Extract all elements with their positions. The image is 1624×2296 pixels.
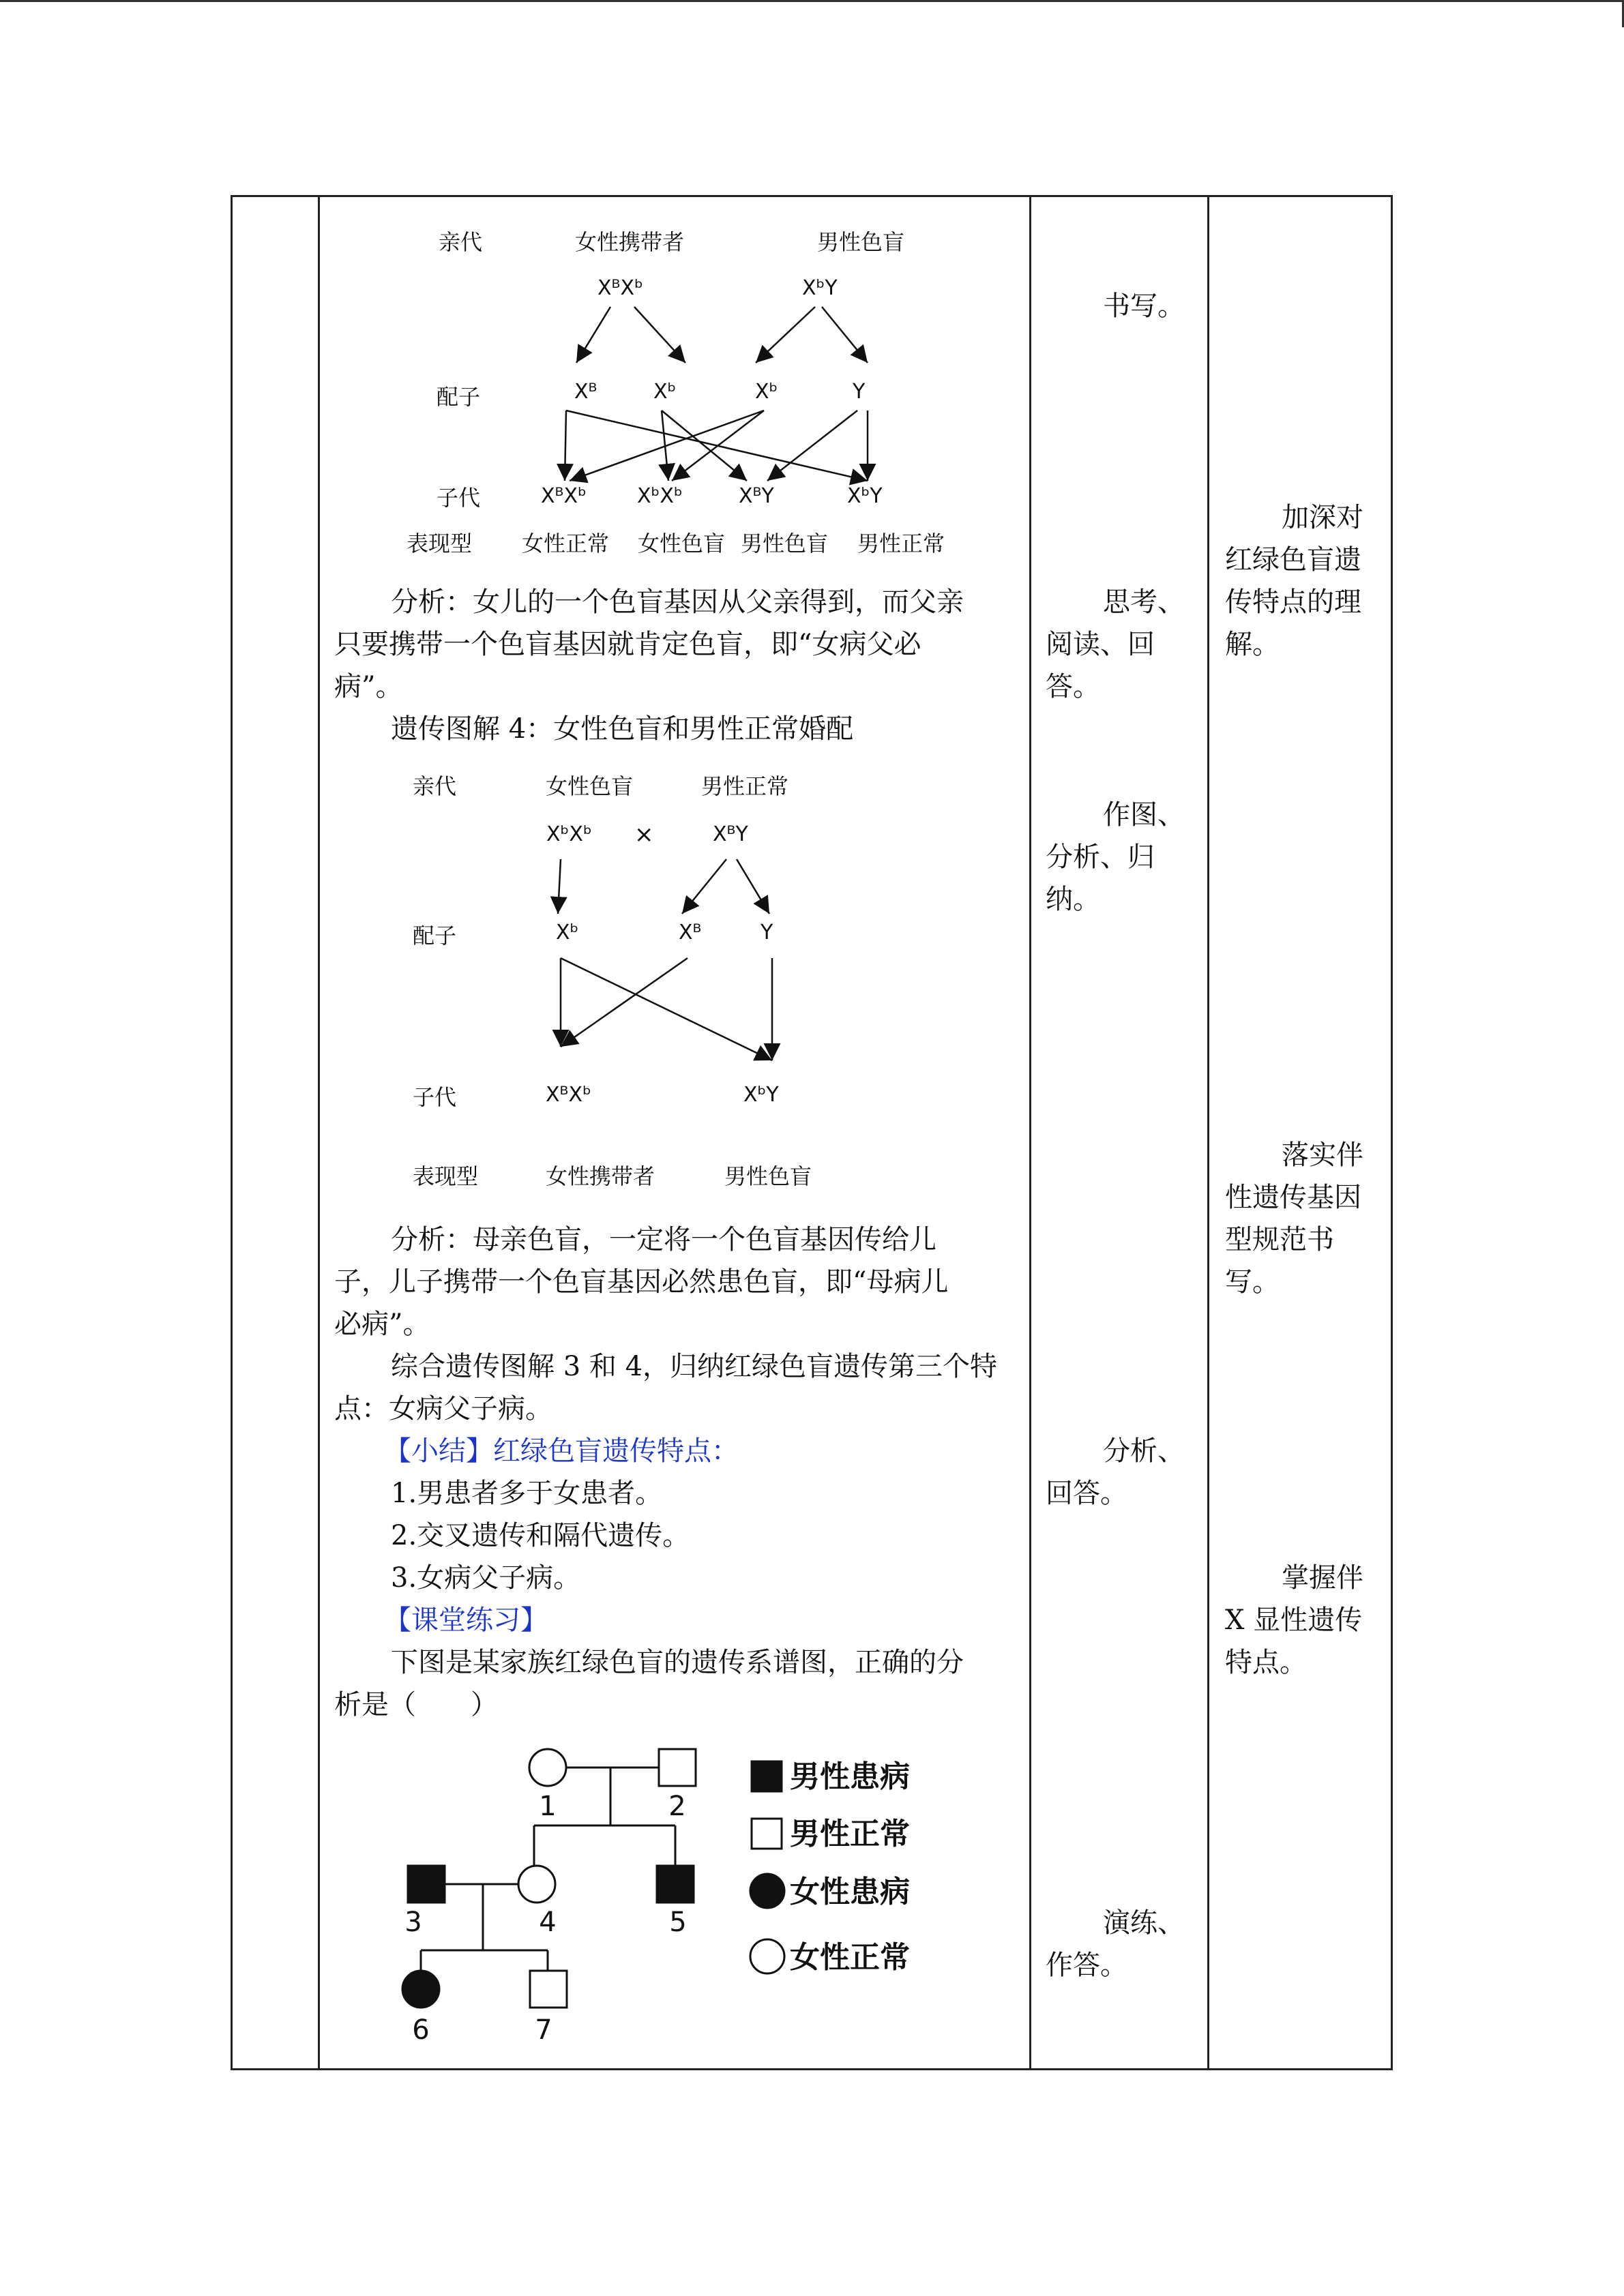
activity-5-line-2: 作答。 [1046,1950,1127,1981]
intent-2-line-4: 写。 [1225,1266,1280,1298]
activity-2-line-3: 答。 [1046,671,1100,702]
intent-2-line-2: 性遗传基因 [1225,1182,1361,1213]
pedigree-number-7: 7 [535,2014,552,2046]
legend-affected-male: 男性患病 [790,1759,910,1794]
pedigree-individual-6 [402,1971,439,2008]
d4-father-label: 男性正常 [701,773,789,799]
pedigree-individual-2 [659,1749,696,1786]
table-col-divider-1 [318,195,320,2070]
d4-parent-label: 亲代 [413,773,457,799]
d4-gamete-label: 配子 [413,923,457,949]
pedigree-individual-5 [657,1866,694,1903]
activity-2-line-1: 思考、 [1103,586,1185,618]
pedigree-number-2: 2 [668,1791,686,1822]
exercise-line-1: 下图是某家族红绿色盲的遗传系谱图，正确的分 [391,1647,964,1678]
table-col-divider-3 [1207,195,1209,2070]
pedigree-number-5: 5 [669,1907,687,1938]
d4-phenotype-1: 女性携带者 [546,1163,655,1189]
intent-2-line-1: 落实伴 [1282,1139,1363,1171]
d3-offspring-4: XᵇY [847,484,883,508]
summary-item-1: 1.男患者多于女患者。 [391,1478,663,1509]
d3-gamete-4: Y [853,380,866,404]
d4-gamete-2: Xᴮ [679,921,702,944]
legend-normal-female: 女性正常 [790,1940,910,1975]
diagram-4-title: 遗传图解 4：女性色盲和男性正常婚配 [391,713,854,745]
activity-1: 书写。 [1103,290,1185,322]
analysis-4-line-1: 分析：母亲色盲，一定将一个色盲基因传给儿 [391,1224,936,1255]
d3-phenotype-4: 男性正常 [857,531,945,556]
analysis-3-line-1: 分析：女儿的一个色盲基因从父亲得到，而父亲 [391,586,964,618]
d4-mother-genotype: XᵇXᵇ [546,822,592,846]
summary-item-2: 2.交叉遗传和隔代遗传。 [391,1520,690,1551]
d3-offspring-2: XᵇXᵇ [637,484,683,508]
d4-phenotype-2: 男性色盲 [724,1163,812,1189]
intent-2-line-3: 型规范书 [1225,1224,1334,1255]
intent-3-line-2: X 显性遗传 [1225,1605,1363,1636]
pedigree-number-3: 3 [404,1907,422,1938]
d3-father-genotype: XᵇY [802,276,838,300]
analysis-3-line-2: 只要携带一个色盲基因就肯定色盲，即“女病父必 [334,629,921,660]
activity-5-line-1: 演练、 [1103,1907,1185,1939]
pedigree-chart [368,1732,982,2059]
d3-phenotype-3: 男性色盲 [741,531,829,556]
summary-heading: 【小结】红绿色盲遗传特点： [384,1435,739,1467]
page-top-border [0,0,1624,2]
pedigree-individual-7 [530,1971,567,2008]
pedigree-number-1: 1 [539,1791,557,1822]
legend-affected-female: 女性患病 [790,1875,910,1909]
intent-1-line-3: 传特点的理 [1225,586,1361,618]
activity-4-line-2: 回答。 [1046,1478,1127,1509]
d4-offspring-1: XᴮXᵇ [546,1083,591,1107]
d4-offspring-2: XᵇY [743,1083,779,1107]
d3-offspring-label: 子代 [437,485,481,511]
activity-3-line-1: 作图、 [1103,799,1185,831]
exercise-line-2: 析是（ ） [334,1689,498,1720]
d3-gamete-1: Xᴮ [574,380,597,404]
d4-offspring-label: 子代 [413,1084,457,1110]
table-col-divider-2 [1029,195,1031,2070]
d3-gamete-2: Xᵇ [653,380,677,404]
pedigree-individual-4 [518,1866,555,1903]
legend-affected-female-icon [750,1874,784,1908]
d3-phenotype-label: 表现型 [407,531,473,556]
intent-1-line-1: 加深对 [1282,502,1363,533]
legend-normal-male-icon [752,1819,782,1849]
intent-3-line-1: 掌握伴 [1282,1562,1363,1594]
d3-gamete-label: 配子 [437,384,481,410]
d3-phenotype-2: 女性色盲 [638,531,726,556]
summary-item-3: 3.女病父子病。 [391,1562,581,1594]
exercise-heading: 【课堂练习】 [384,1605,548,1636]
pedigree-number-6: 6 [412,2014,430,2046]
intent-3-line-3: 特点。 [1225,1647,1307,1678]
intent-1-line-2: 红绿色盲遗 [1225,544,1361,576]
activity-4-line-1: 分析、 [1103,1435,1185,1467]
d3-parent-label: 亲代 [439,229,483,255]
activity-3-line-2: 分析、归 [1046,841,1155,873]
pedigree-number-4: 4 [539,1907,557,1938]
analysis-4-line-2: 子，儿子携带一个色盲基因必然患色盲，即“母病儿 [334,1266,949,1298]
legend-normal-male: 男性正常 [790,1817,910,1851]
pedigree-individual-3 [408,1866,445,1903]
d3-mother-genotype: XᴮXᵇ [597,276,643,300]
intent-1-line-4: 解。 [1225,629,1280,660]
d3-offspring-1: XᴮXᵇ [541,484,587,508]
d4-gamete-1: Xᵇ [556,921,579,944]
analysis-3-line-3: 病”。 [334,671,403,702]
summary-intro-line-2: 点：女病父子病。 [334,1393,552,1425]
summary-intro-line-1: 综合遗传图解 3 和 4，归纳红绿色盲遗传第三个特 [391,1351,998,1382]
legend-normal-female-icon [750,1939,784,1973]
d3-offspring-3: XᴮY [739,484,774,508]
d3-father-label: 男性色盲 [817,229,905,255]
d3-mother-label: 女性携带者 [575,229,685,255]
activity-3-line-3: 纳。 [1046,884,1100,915]
d4-mother-label: 女性色盲 [546,773,634,799]
analysis-4-line-3: 必病”。 [334,1309,430,1340]
d4-father-genotype: XᴮY [713,822,748,846]
activity-2-line-2: 阅读、回 [1046,629,1155,660]
d4-phenotype-label: 表现型 [413,1163,479,1189]
legend-affected-male-icon [752,1761,782,1791]
d4-cross-symbol: × [634,821,654,848]
d3-gamete-3: Xᵇ [755,380,778,404]
d4-gamete-3: Y [761,921,773,944]
pedigree-individual-1 [529,1749,566,1786]
d3-phenotype-1: 女性正常 [522,531,610,556]
